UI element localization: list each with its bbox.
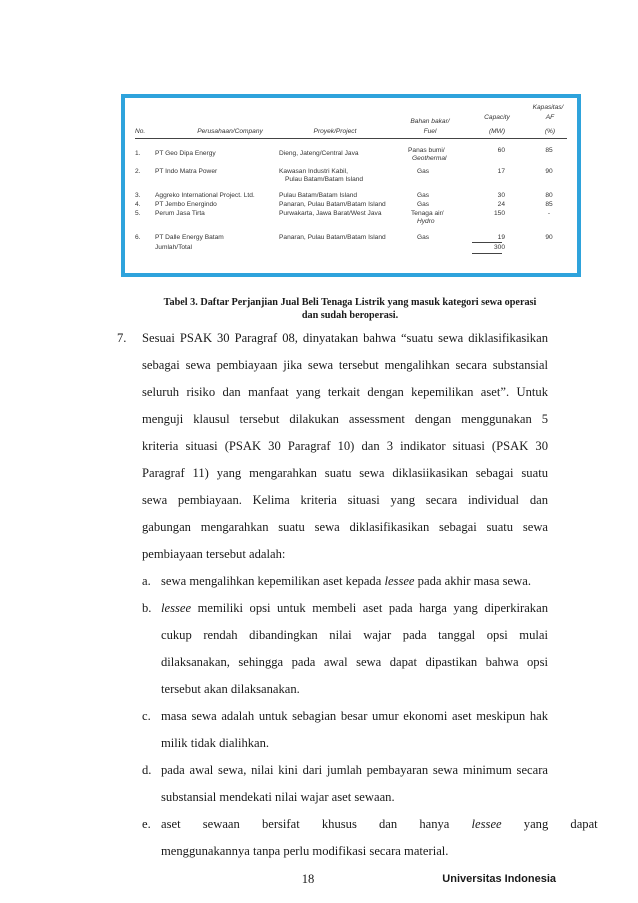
list-e-line: menggunakannya tanpa perlu modifikasi secara material.: [161, 844, 449, 858]
row1-af: 85: [545, 147, 553, 154]
list-d-first: pada awal sewa, nilai kini dari jumlah pembayaran sewa minimum secara: [161, 763, 548, 777]
header-rule: [135, 138, 567, 139]
row5-company: Perum Jasa Tirta: [155, 210, 205, 217]
header-fuel-1: Bahan bakar/: [410, 118, 450, 125]
lessee-term: lessee: [161, 601, 192, 615]
list-b-first: [161, 600, 548, 616]
item-7-line: kriteria situasi (PSAK 30 Paragraf 10) dan 3 indikator situasi (PSAK 30: [142, 439, 548, 453]
row2-fuel: Gas: [417, 168, 430, 175]
list-a-pre: sewa mengalihkan kepemilikan aset kepada: [161, 574, 385, 588]
table-caption: [118, 297, 582, 322]
list-e-label: e.: [142, 817, 151, 831]
row1-fuel: Panas bumi/: [408, 147, 445, 154]
header-af-1: AF: [545, 114, 555, 121]
item-7-line: gabungan mengarahkan suatu sewa diklasifikasikan sebagai suatu sewa: [142, 520, 548, 534]
page-number: 18: [301, 872, 315, 886]
row1-fuel-2: Geothermal: [412, 155, 447, 162]
row3-no: 3.: [135, 192, 141, 199]
total-rule-2: [472, 253, 502, 254]
row5-capacity: 150: [493, 210, 505, 217]
item-7-line: Paragraf 11) yang mengarahkan suatu sewa diklasiikasikan sebagai suatu: [142, 466, 548, 480]
list-b-first-text: memiliki opsi untuk membeli aset pada harga yang diperkirakan: [191, 601, 548, 615]
row5-project: Purwakarta, Jawa Barat/West Java: [279, 210, 382, 217]
header-capacity-3: (MW): [488, 128, 506, 135]
list-e-first: [161, 816, 598, 832]
row6-af: 90: [545, 234, 553, 241]
list-b-line: tersebut akan dilaksanakan.: [161, 682, 300, 696]
item-7-line: Sesuai PSAK 30 Paragraf 08, dinyatakan bahwa “suatu sewa diklasifikasikan: [142, 331, 548, 345]
row1-company: PT Geo Dipa Energy: [155, 150, 216, 157]
row5-no: 5.: [135, 210, 141, 217]
row5-af: -: [547, 210, 551, 217]
row4-af: 85: [545, 201, 553, 208]
header-capacity-1: Kapasitas/: [532, 104, 564, 111]
row6-company: PT Dalle Energy Batam: [155, 234, 224, 241]
list-b-line: dilaksanakan, sehingga pada awal sewa dapat dipastikan bahwa opsi: [161, 655, 548, 669]
row1-capacity: 60: [497, 147, 505, 154]
table-figure: [121, 94, 581, 277]
row1-project: Dieng, Jateng/Central Java: [279, 150, 359, 157]
total-value: 300: [493, 244, 505, 251]
header-no: No.: [135, 128, 146, 135]
lessee-term: lessee: [471, 817, 502, 831]
item-7-line: sebagai sewa pembiayaan jika sewa tersebut mengalihkan secara substansial: [142, 358, 548, 372]
university-name: Universitas Indonesia: [442, 873, 556, 885]
list-e-post: yang dapat: [501, 817, 598, 831]
list-d-line: substansial mendekati nilai wajar aset sewaan.: [161, 790, 395, 804]
row5-fuel-2: Hydro: [417, 218, 435, 225]
header-project: Proyek/Project: [313, 128, 357, 135]
row6-no: 6.: [135, 234, 141, 241]
caption-line-2: dan sudah beroperasi.: [301, 309, 399, 321]
item-7-line: seluruh risiko dan manfaat yang terkait dengan kepemilikan aset”. Untuk: [142, 385, 548, 399]
list-a-text: [161, 573, 531, 589]
row2-project-2: Pulau Batam/Batam Island: [285, 176, 364, 183]
row4-company: PT Jembo Energindo: [155, 201, 217, 208]
row2-af: 90: [545, 168, 553, 175]
row3-capacity: 30: [497, 192, 505, 199]
list-c-first: masa sewa adalah untuk sebagian besar umur ekonomi aset meskipun hak: [161, 709, 548, 723]
header-fuel-2: Fuel: [423, 128, 437, 135]
total-label: Jumlah/Total: [155, 244, 193, 251]
row3-af: 80: [545, 192, 553, 199]
row6-fuel: Gas: [417, 234, 430, 241]
item-7-line: menguji klausul tersebut dilakukan assessment dengan menggunakan 5: [142, 412, 548, 426]
list-e-pre: aset sewaan bersifat khusus dan hanya: [161, 817, 472, 831]
item-7-line: pembiayaan tersebut adalah:: [142, 547, 286, 561]
list-d-label: d.: [142, 763, 152, 777]
header-af-2: (%): [544, 128, 556, 135]
row1-no: 1.: [135, 150, 141, 157]
row6-capacity: 19: [497, 234, 505, 241]
row2-project: Kawasan Industri Kabil,: [279, 168, 348, 175]
list-b-line: cukup rendah dibandingkan nilai wajar pada tanggal opsi mulai: [161, 628, 548, 642]
header-capacity-2: Capacity: [484, 114, 510, 121]
row3-project: Pulau Batam/Batam Island: [279, 192, 358, 199]
caption-line-1: Tabel 3. Daftar Perjanjian Jual Beli Tenaga Listrik yang masuk kategori sewa operasi: [163, 297, 537, 308]
item-7-number: 7.: [117, 331, 127, 345]
item-7-line: sewa pembiayaan. Kelima kriteria situasi yang secara individual dan: [142, 493, 548, 507]
row2-no: 2.: [135, 168, 141, 175]
row4-fuel: Gas: [417, 201, 430, 208]
row3-fuel: Gas: [417, 192, 430, 199]
row2-company: PT Indo Matra Power: [155, 168, 218, 175]
row6-project: Panaran, Pulau Batam/Batam Island: [279, 234, 386, 241]
total-rule: [472, 242, 502, 243]
header-company: Perusahaan/Company: [197, 128, 263, 135]
list-b-label: b.: [142, 601, 152, 615]
row4-project: Panaran, Pulau Batam/Batam Island: [279, 201, 386, 208]
row2-capacity: 17: [497, 168, 505, 175]
list-a-label: a.: [142, 574, 151, 588]
lessee-term: lessee: [384, 574, 415, 588]
list-c-label: c.: [142, 709, 151, 723]
row4-no: 4.: [135, 201, 141, 208]
list-c-line: milik tidak dialihkan.: [161, 736, 270, 750]
list-a-post: pada akhir masa sewa.: [414, 574, 531, 588]
row4-capacity: 24: [497, 201, 505, 208]
row5-fuel: Tenaga air/: [411, 210, 444, 217]
row3-company: Aggreko International Project. Ltd.: [155, 192, 255, 199]
